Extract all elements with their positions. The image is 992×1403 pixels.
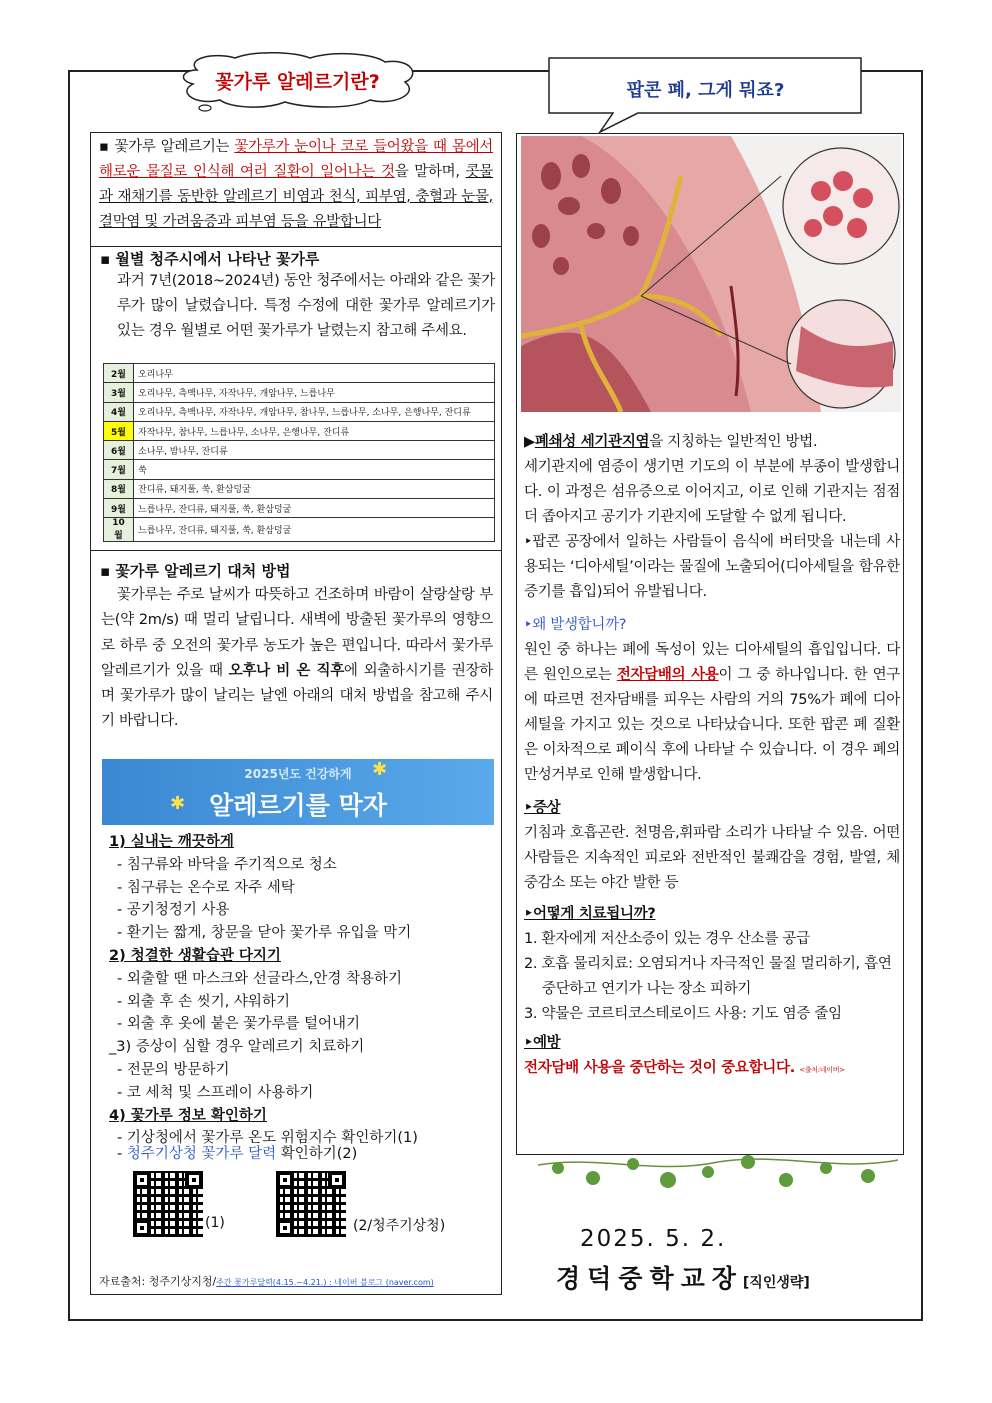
prevention-header: ‣예방 — [524, 1035, 561, 1051]
pollen-cell: 오리나무, 측백나무, 자작나무, 개암나무, 느릅나무 — [134, 383, 495, 402]
why-text-highlight: 전자담배의 사용 — [616, 667, 719, 683]
definition-text: ▶폐쇄성 세기관지염을 지칭하는 일반적인 방법. 세기관지에 염증이 생기면 기도의 이 부분에 부종이 발생합니다. 이 과정은 섬유증으로 이어지고, 이로 인해 기관지는 점점 더 좁아지고 공기가 기관지에 도달할 수 없게 됩니다. — [524, 434, 900, 525]
pollen-cell: 느릅나무, 잔디류, 돼지풀, 쑥, 환삼덩굴 — [134, 499, 495, 518]
why-text-1: 원인 중 하나는 폐에 독성이 있는 디아세틸의 흡입입니다. 다른 원인으로는 — [524, 642, 900, 683]
pollen-calendar-link[interactable]: 청주기상청 꽃가루 달력 — [126, 1146, 277, 1162]
table-row — [104, 402, 495, 421]
monthly-header: ▪ 월별 청주시에서 나타난 꽃가루 — [100, 250, 320, 268]
pollen-cell: 자작나무, 참나무, 느릅나무, 소나무, 은행나무, 잔디류 — [134, 421, 495, 440]
ivy-decoration — [538, 1150, 898, 1195]
prevention-main: 전자담배 사용을 중단하는 것이 중요합니다. — [524, 1060, 795, 1076]
title-bubble-right — [548, 57, 863, 135]
why-text — [524, 638, 900, 788]
coping-list — [109, 831, 509, 1150]
table-row — [104, 421, 495, 440]
school-name: 경덕중학교장 — [556, 1264, 743, 1293]
popcorn-lung-box — [516, 133, 904, 1155]
treatment-list — [524, 927, 900, 1027]
treatment-header: ‣어떻게 치료됩니까? — [524, 906, 656, 922]
definition-rest: 을 지칭하는 일반적인 방법. — [649, 434, 818, 450]
list-item: - 공기청정기 사용 — [117, 902, 230, 919]
school-signature — [556, 1259, 810, 1295]
list-item: 2. 호흡 물리치료: 오염되거나 자극적인 물질 멀리하기, 흡연 중단하고 연기가 나는 장소 피하기 — [524, 956, 892, 997]
qr-label-2: (2/청주기상청) — [353, 1218, 446, 1234]
definition-term: 폐쇄성 세기관지염 — [534, 434, 650, 450]
coping-text-2: 에 외출하시기를 권장하며 꽃가루가 많이 날리는 날엔 아래의 대처 방법을 참고해 주시기 바랍니다. — [101, 662, 493, 730]
monthly-text: 과거 7년(2018~2024년) 동안 청주에서는 아래와 같은 꽃가루가 많이 날렸습니다. 특정 수정에 대한 꽃가루 알레르기가 있는 경우 월별로 어떤 꽃가루가 날렸는지 참고해 주세요. — [117, 273, 495, 339]
monthly-box — [90, 246, 502, 552]
title-bubble-left — [175, 50, 420, 108]
symptom-text: 기침과 호흡곤란. 천명음,휘파람 소리가 나타날 수 있음. 어떤 사람들은 지속적인 피로와 전반적인 불쾌감을 경험, 발열, 체중감소 또는 야간 발한 등 — [524, 825, 900, 891]
list-item: - 코 세척 및 스프레이 사용하기 — [117, 1084, 314, 1101]
coping-box — [90, 550, 502, 1295]
table-row — [104, 518, 495, 542]
table-row — [104, 383, 495, 402]
popcorn-lung-content — [524, 430, 900, 1083]
why-text-2: 이 그 중 하나입니다. 한 연구에 따르면 전자담배를 피우는 사람의 거의 75%가 폐에 디아세틸을 가지고 있는 것으로 나타났습니다. 또한 팝콘 폐 질환은 이차적으로 폐이식 후에 나타날 수 있습니다. 이 경우 폐의 만성거부로 인해 발생합니다. — [524, 667, 900, 783]
month-cell: 6월 — [104, 441, 134, 460]
month-cell: 10월 — [104, 518, 134, 542]
table-row — [104, 479, 495, 498]
table-row — [104, 364, 495, 383]
qr-label-1: (1) — [205, 1215, 225, 1231]
intro-box — [90, 132, 502, 248]
star-icon: ✱ — [372, 759, 388, 780]
allergy-banner — [102, 759, 494, 825]
month-cell: 8월 — [104, 479, 134, 498]
pollen-cell: 오리나무, 측백나무, 자작나무, 개암나무, 참나무, 느릅나무, 소나무, 은행나무, 잔디류 — [134, 402, 495, 421]
intro-text-2: 을 말하며, — [394, 164, 466, 180]
month-cell: 7월 — [104, 460, 134, 479]
list-item: - 침구류는 온수로 자주 세탁 — [117, 879, 295, 896]
source-credit — [99, 1273, 434, 1289]
source-label: 자료출처: 청주기상지청/ — [99, 1275, 217, 1288]
right-bubble-title: 팝콘 폐, 그게 뭐죠? — [626, 80, 785, 101]
list-item: 3. 약물은 코르티코스테로이드 사용: 기도 염증 줄임 — [524, 1006, 842, 1022]
list-heading: 2) 청결한 생활습관 다지기 — [109, 947, 281, 964]
month-cell: 9월 — [104, 499, 134, 518]
intro-text-highlight: 꽃가루가 눈이나 코로 들어왔을 때 몸에서 해로운 물질로 인식해 여러 질환이 일어나는 것 — [99, 139, 493, 180]
pollen-cell: 소나무, 밤나무, 잔디류 — [134, 441, 495, 460]
list-item-suffix: 확인하기(2) — [276, 1146, 358, 1162]
qr-code-2[interactable] — [276, 1171, 346, 1237]
monthly-pollen-table — [103, 363, 495, 542]
seal-omitted: [직인생략] — [742, 1275, 810, 1291]
month-cell: 3월 — [104, 383, 134, 402]
pollen-cell: 느릅나무, 잔디류, 돼지풀, 쑥, 환삼덩굴 — [134, 518, 495, 542]
month-cell: 4월 — [104, 402, 134, 421]
table-row — [104, 499, 495, 518]
coping-text-1: 꽃가루는 주로 날씨가 따뜻하고 건조하며 바람이 살랑살랑 부는(약 2m/s) 때 멀리 날립니다. 새벽에 방출된 꽃가루의 영향으로 하루 중 오전의 꽃가루 농도가 높은 편입니다. 따라서 꽃가루 알레르기가 있을 때 — [101, 587, 493, 679]
list-item: - 기상청에서 꽃가루 온도 위험지수 확인하기(1) — [117, 1130, 418, 1147]
issue-date: 2025. 5. 2. — [580, 1226, 727, 1252]
lung-illustration — [521, 136, 901, 412]
cause-text: ‣팝콘 공장에서 일하는 사람들이 음식에 버터맛을 내는데 사용되는 ‘디아세틸’이라는 물질에 노출되어(디아세틸을 함유한 증기를 흡입)되어 유발됩니다. — [524, 534, 900, 600]
prevention-text — [524, 1056, 900, 1083]
list-heading: _3) 증상이 심할 경우 알레르기 치료하기 — [109, 1039, 365, 1056]
month-cell: 2월 — [104, 364, 134, 383]
prevention-source: <출처:네이버> — [799, 1066, 845, 1074]
list-item: - 외출 후 옷에 붙은 꽃가루를 털어내기 — [117, 1016, 360, 1033]
list-item: - 전문의 방문하기 — [117, 1061, 230, 1078]
pollen-cell: 잔디류, 돼지풀, 쑥, 환삼덩굴 — [134, 479, 495, 498]
symptom-header: ‣증상 — [524, 800, 561, 816]
list-item: - 외출할 땐 마스크와 선글라스,안경 착용하기 — [117, 970, 403, 987]
month-cell: 5월 — [104, 421, 134, 440]
intro-text-1: ▪ 꽃가루 알레르기는 — [99, 139, 235, 155]
list-heading: 4) 꽃가루 정보 확인하기 — [109, 1107, 267, 1124]
pollen-cell: 쑥 — [134, 460, 495, 479]
list-heading: 1) 실내는 깨끗하게 — [109, 834, 234, 850]
coping-text-bold: 오후나 비 온 직후 — [228, 662, 344, 679]
coping-header: ▪ 꽃가루 알레르기 대처 방법 — [100, 562, 291, 580]
table-row — [104, 441, 495, 460]
intro-text-3: 콧물과 재채기를 동반한 알레르기 비염과 천식, 피부염, 충혈과 눈물, 결막염 및 가려움증과 피부염 등을 유발합니다 — [99, 164, 493, 230]
banner-subtitle: 2025년도 건강하게 — [244, 767, 352, 781]
list-item — [109, 1143, 509, 1166]
star-icon: ✱ — [170, 793, 186, 814]
pollen-cell: 오리나무 — [134, 364, 495, 383]
qr-code-1[interactable] — [133, 1171, 203, 1237]
list-item-prefix: - — [117, 1146, 127, 1162]
left-bubble-title: 꽃가루 알레르기란? — [215, 71, 380, 93]
source-link[interactable]: 주간 꽃가루달력(4.15.~4.21.) : 네이버 블로그 (naver.com) — [216, 1278, 434, 1287]
coping-text — [101, 583, 493, 735]
list-item: - 환기는 짧게, 창문을 닫아 꽃가루 유입을 막기 — [117, 925, 412, 942]
definition-body: 세기관지에 염증이 생기면 기도의 이 부분에 부종이 발생합니다. 이 과정은 섬유증으로 이어지고, 이로 인해 기관지는 점점 더 좁아지고 공기가 기관지에 도달할 수 없게 됩니다. — [524, 459, 900, 525]
list-item: - 침구류와 바닥을 주기적으로 청소 — [117, 856, 337, 873]
list-item: - 외출 후 손 씻기, 샤워하기 — [117, 993, 290, 1010]
why-header: ‣왜 발생합니까? — [524, 617, 627, 633]
list-item: 1. 환자에게 저산소증이 있는 경우 산소를 공급 — [524, 931, 810, 947]
banner-title: 알레르기를 막자 — [209, 791, 387, 820]
table-row — [104, 460, 495, 479]
